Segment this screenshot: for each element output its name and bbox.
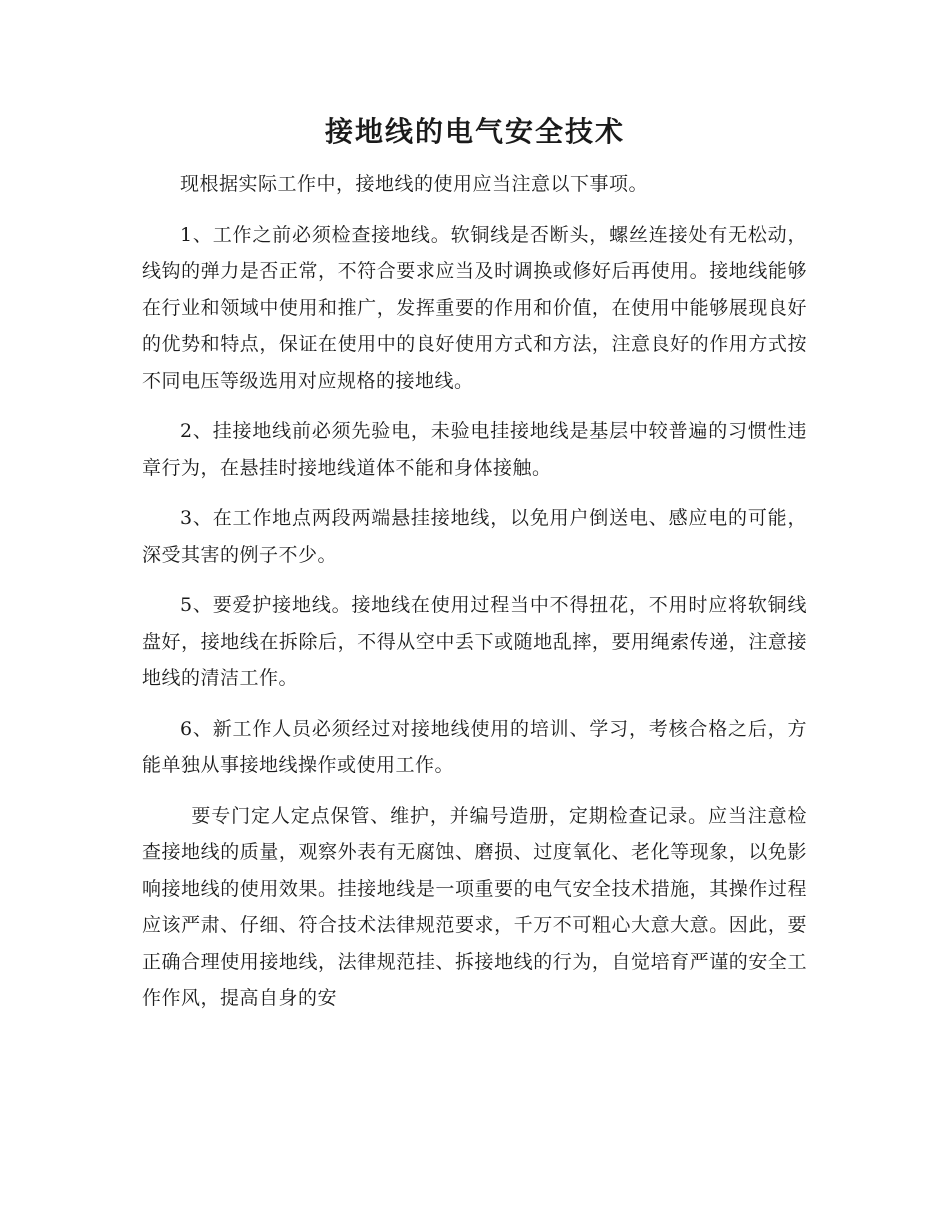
paragraph-item-5: 5、要爱护接地线。接地线在使用过程当中不得扭花，不用时应将软铜线盘好，接地线在拆除后，不得从空中丢下或随地乱摔，要用绳索传递，注意接地线的清洁工作。 (142, 594, 807, 689)
paragraph-intro: 现根据实际工作中，接地线的使用应当注意以下事项。 (180, 173, 649, 195)
paragraph-maintenance: 要专门定人定点保管、维护，并编号造册，定期检查记录。应当注意检查接地线的质量，观察外表有无腐蚀、磨损、过度氧化、老化等现象，以免影响接地线的使用效果。挂接地线是一项重要的电气安全技术措施，其操作过程应该严肃、仔细、符合技术法律规范要求，千万不可粗心大意大意。因此，要正确合理使用接地线，法律规范挂、拆接地线的行为，自觉培育严谨的安全工作作风，提高自身的安 (142, 804, 807, 1009)
document-title: 接地线的电气安全技术 (324, 115, 625, 148)
paragraph-item-1: 1、工作之前必须检查接地线。软铜线是否断头，螺丝连接处有无松动，线钩的弹力是否正常，不符合要求应当及时调换或修好后再使用。接地线能够在行业和领域中使用和推广，发挥重要的作用和价值，在使用中能够展现良好的优势和特点，保证在使用中的良好使用方式和方法，注意良好的作用方式按不同电压等级选用对应规格的接地线。 (142, 223, 807, 392)
paragraph-item-3: 3、在工作地点两段两端悬挂接地线，以免用户倒送电、感应电的可能，深受其害的例子不少。 (142, 507, 807, 566)
paragraph-item-6: 6、新工作人员必须经过对接地线使用的培训、学习，考核合格之后，方能单独从事接地线操作或使用工作。 (142, 717, 807, 776)
document-body (142, 166, 807, 1031)
paragraph-item-2: 2、挂接地线前必须先验电，未验电挂接地线是基层中较普遍的习惯性违章行为，在悬挂时接地线道体不能和身体接触。 (142, 420, 807, 479)
